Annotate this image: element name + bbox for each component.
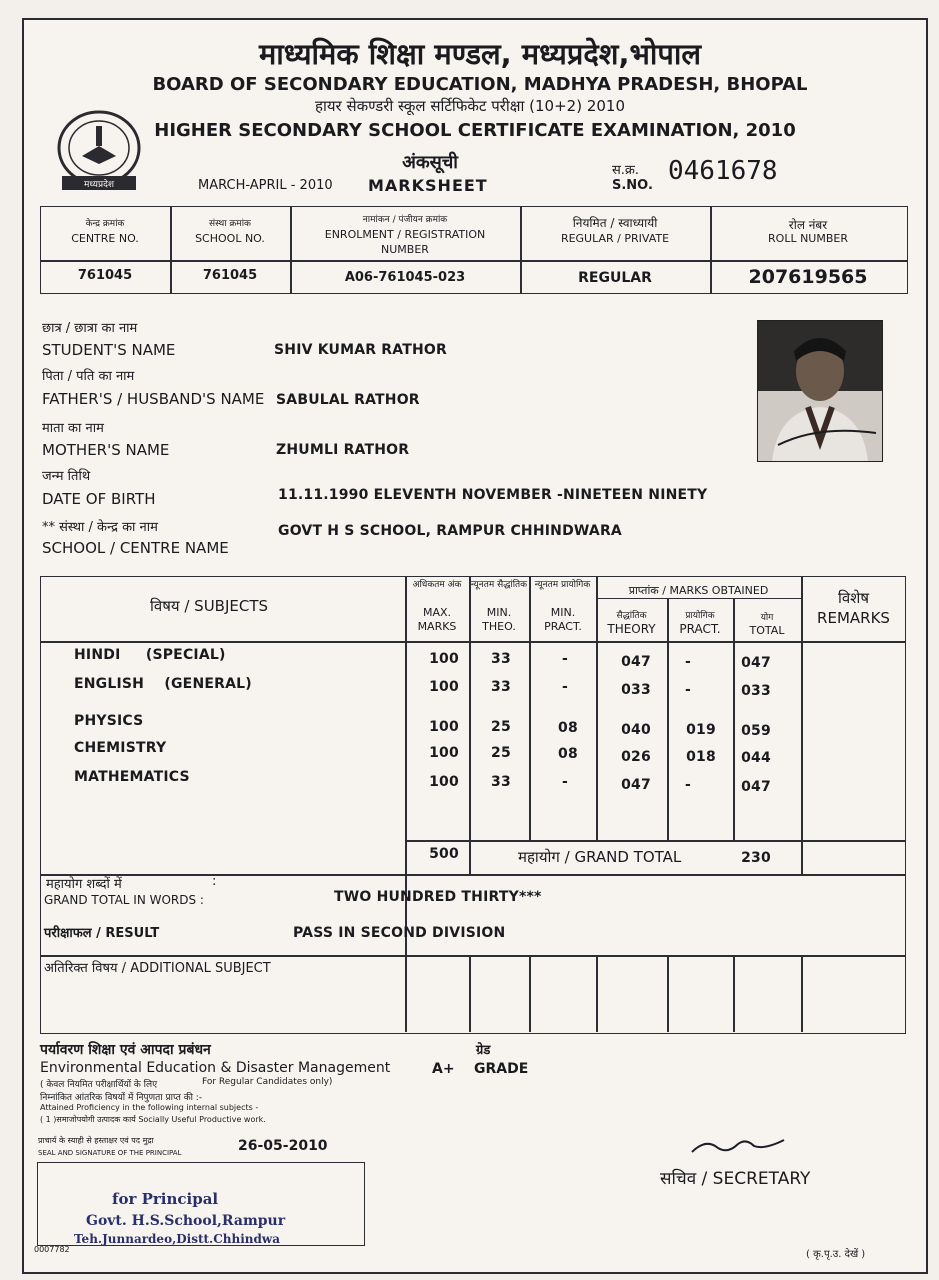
regular-note: For Regular Candidates only) <box>202 1077 333 1087</box>
grade-label: GRADE <box>474 1061 529 1077</box>
father-name: SABULAL RATHOR <box>276 392 420 408</box>
exam-name-hindi: हायर सेकण्डरी स्कूल सर्टिफिकेट परीक्षा (10+2) 2010 <box>314 97 626 115</box>
enrolment-label: ENROLMENT / REGISTRATION <box>324 228 486 241</box>
serial-label-hindi: स.क्र. <box>612 163 640 178</box>
min-theory: 25 <box>491 719 511 735</box>
theory-hindi: सैद्धांतिक <box>616 611 647 621</box>
words-label-hindi: महायोग शब्दों में <box>46 877 122 892</box>
min-theory: 33 <box>491 774 511 790</box>
practical-marks: 019 <box>686 722 716 738</box>
max-marks: 100 <box>429 774 459 790</box>
subject-name: MATHEMATICS <box>74 769 190 785</box>
school-name-label: SCHOOL / CENTRE NAME <box>42 539 229 557</box>
min-practical: - <box>561 774 568 790</box>
stamp-school-name: Govt. H.S.School,Rampur <box>86 1213 286 1229</box>
total-hindi: योग <box>760 613 774 623</box>
remarks-hindi: विशेष <box>837 589 870 607</box>
practical-header: PRACT. <box>679 622 721 636</box>
mother-name-hindi: माता का नाम <box>42 421 104 436</box>
subject-name: CHEMISTRY <box>74 740 167 756</box>
max-marks-hindi: अधिकतम अंक <box>412 580 462 590</box>
max-marks: 100 <box>429 719 459 735</box>
theory-marks: 047 <box>621 777 651 793</box>
theory-header: THEORY <box>607 622 656 636</box>
min-theory: 25 <box>491 745 511 761</box>
seal-label-hindi: प्राचार्य के स्याही से हस्ताक्षर एवं पद मुद्रा <box>38 1136 154 1145</box>
board-name: BOARD OF SECONDARY EDUCATION, MADHYA PRADESH, BHOPAL <box>152 74 808 95</box>
practical-marks: - <box>684 682 691 698</box>
theory-marks: 026 <box>621 749 651 765</box>
centre-no-value: 761045 <box>77 268 133 283</box>
total-marks: 047 <box>741 779 771 795</box>
father-name-hindi: पिता / पति का नाम <box>42 369 135 384</box>
proficiency-note-hindi: निम्नांकित आंतरिक विषयों में निपुणता प्राप्त की :- <box>40 1093 203 1103</box>
dob-label: DATE OF BIRTH <box>42 490 156 508</box>
proficiency-note: Attained Proficiency in the following internal subjects - <box>40 1103 259 1112</box>
serial-number: 0461678 <box>668 156 778 186</box>
dob-hindi: जन्म तिथि <box>42 469 91 484</box>
subject-name: PHYSICS <box>74 713 144 729</box>
roll-number-value: 207619565 <box>748 266 868 288</box>
practical-hindi: प्रायोगिक <box>685 611 715 621</box>
total-marks: 059 <box>741 723 771 739</box>
regular-private-value: REGULAR <box>578 270 652 286</box>
additional-subject-label: अतिरिक्त विषय / ADDITIONAL SUBJECT <box>44 961 271 976</box>
regular-private-hindi: नियमित / स्वाध्यायी <box>572 216 658 230</box>
father-name-label: FATHER'S / HUSBAND'S NAME <box>42 390 265 408</box>
please-turn-over: ( कृ.पृ.उ. देखें ) <box>806 1249 866 1260</box>
grand-max-marks: 500 <box>429 846 459 862</box>
remarks-header: REMARKS <box>817 609 890 627</box>
result-value: PASS IN SECOND DIVISION <box>293 925 506 941</box>
min-practical: 08 <box>558 746 578 762</box>
min-theory-header: MIN. THEO. <box>482 606 516 633</box>
board-name-hindi: माध्यमिक शिक्षा मण्डल, मध्यप्रदेश,भोपाल <box>258 37 702 71</box>
words-colon: : <box>212 874 217 889</box>
practical-marks: 018 <box>686 749 716 765</box>
school-name: GOVT H S SCHOOL, RAMPUR CHHINDWARA <box>278 523 622 539</box>
min-practical-hindi: न्यूनतम प्रायोगिक <box>534 580 591 590</box>
min-theory: 33 <box>491 651 511 667</box>
marksheet-title-hindi: अंकसूची <box>402 152 458 173</box>
theory-marks: 040 <box>621 722 651 738</box>
grand-total-words: TWO HUNDRED THIRTY*** <box>334 889 542 905</box>
max-marks: 100 <box>429 679 459 695</box>
practical-marks: - <box>684 777 691 793</box>
max-marks: 100 <box>429 651 459 667</box>
emblem-text: मध्यप्रदेश <box>83 180 115 190</box>
centre-no-hindi: केन्द्र क्रमांक <box>85 219 125 229</box>
total-marks: 044 <box>741 750 771 766</box>
enrolment-label-2: NUMBER <box>381 243 429 256</box>
mother-name: ZHUMLI RATHOR <box>276 442 410 458</box>
enrolment-value: A06-761045-023 <box>344 270 466 285</box>
form-serial: 0007782 <box>34 1245 70 1254</box>
session: MARCH-APRIL - 2010 <box>198 178 333 193</box>
subject-name: ENGLISH (GENERAL) <box>74 676 252 692</box>
student-photo <box>757 320 883 462</box>
practical-marks: - <box>684 654 691 670</box>
max-marks: 100 <box>429 745 459 761</box>
grade-hindi: ग्रेड <box>476 1043 491 1058</box>
theory-marks: 033 <box>621 682 651 698</box>
total-marks: 047 <box>741 655 771 671</box>
regular-note-hindi: ( केवल नियमित परीक्षार्थियों के लिए <box>40 1080 158 1090</box>
min-theory: 33 <box>491 679 511 695</box>
result-label: परीक्षाफल / RESULT <box>44 926 160 941</box>
env-education-label: Environmental Education & Disaster Management <box>40 1060 391 1076</box>
min-practical-header: MIN. PRACT. <box>544 606 582 633</box>
min-practical: - <box>561 679 568 695</box>
theory-marks: 047 <box>621 654 651 670</box>
school-no-label: SCHOOL NO. <box>195 232 265 245</box>
env-education-hindi: पर्यावरण शिक्षा एवं आपदा प्रबंधन <box>40 1042 211 1058</box>
stamp-for-principal: for Principal <box>112 1190 219 1208</box>
issue-date: 26-05-2010 <box>238 1138 328 1154</box>
student-name-hindi: छात्र / छात्रा का नाम <box>42 321 138 336</box>
total-header: TOTAL <box>749 624 785 637</box>
date-of-birth: 11.11.1990 ELEVENTH NOVEMBER -NINETEEN NINETY <box>278 487 708 503</box>
grade-value: A+ <box>432 1061 455 1077</box>
roll-number-label: ROLL NUMBER <box>768 232 848 245</box>
min-practical: - <box>561 651 568 667</box>
student-name: SHIV KUMAR RATHOR <box>274 342 447 358</box>
student-name-label: STUDENT'S NAME <box>42 341 176 359</box>
marks-obtained-header: प्राप्तांक / MARKS OBTAINED <box>628 584 769 597</box>
enrolment-hindi: नामांकन / पंजीयन क्रमांक <box>362 215 448 225</box>
min-practical: 08 <box>558 720 578 736</box>
subject-name: HINDI (SPECIAL) <box>74 647 226 663</box>
max-marks-header: MAX. MARKS <box>417 606 457 633</box>
subjects-header: विषय / SUBJECTS <box>150 597 269 615</box>
seal-label: SEAL AND SIGNATURE OF THE PRINCIPAL <box>38 1149 182 1157</box>
board-emblem-icon <box>52 108 146 194</box>
total-marks: 033 <box>741 683 771 699</box>
school-no-hindi: संस्था क्रमांक <box>209 219 251 229</box>
words-label: GRAND TOTAL IN WORDS : <box>44 893 204 907</box>
grand-total: 230 <box>741 850 771 866</box>
secretary-signature-icon <box>688 1134 788 1158</box>
mother-name-label: MOTHER'S NAME <box>42 441 170 459</box>
stamp-school-address: Teh.Junnardeo,Distt.Chhindwa <box>74 1232 281 1246</box>
serial-label: S.NO. <box>612 178 653 193</box>
sup-work-note: ( 1 )समाजोपयोगी उत्पादक कार्य Socially Useful Productive work. <box>40 1115 266 1124</box>
min-theory-hindi: न्यूनतम सैद्धांतिक <box>470 580 528 590</box>
centre-no-label: CENTRE NO. <box>71 232 139 245</box>
roll-number-hindi: रोल नंबर <box>788 218 828 232</box>
grand-total-label: महायोग / GRAND TOTAL <box>518 848 682 866</box>
regular-private-label: REGULAR / PRIVATE <box>560 232 670 245</box>
exam-name: HIGHER SECONDARY SCHOOL CERTIFICATE EXAMINATION, 2010 <box>154 120 796 141</box>
secretary-label: सचिव / SECRETARY <box>660 1169 811 1189</box>
school-name-hindi: ** संस्था / केन्द्र का नाम <box>42 520 158 535</box>
school-no-value: 761045 <box>202 268 258 283</box>
marksheet-title: MARKSHEET <box>368 176 488 195</box>
